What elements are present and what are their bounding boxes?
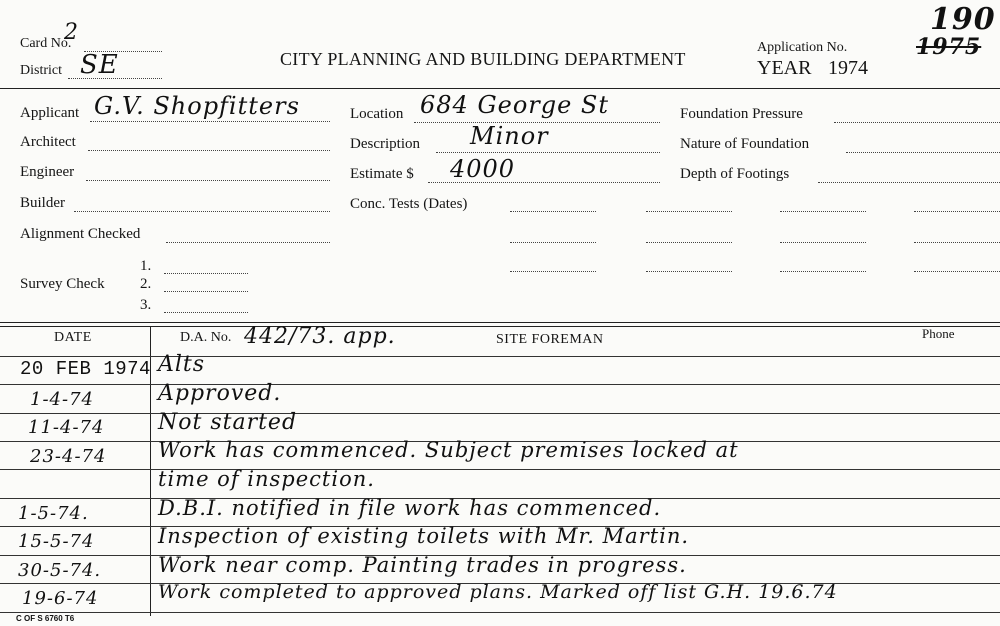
nature-of-foundation-label: Nature of Foundation bbox=[680, 136, 810, 152]
conc-line bbox=[780, 211, 866, 212]
conc-line bbox=[914, 242, 1000, 243]
card-no-value: 2 bbox=[64, 20, 79, 45]
log-date: 11-4-74 bbox=[28, 417, 105, 438]
survey-3-line bbox=[164, 312, 248, 313]
log-entry: Alts bbox=[158, 352, 206, 377]
application-no-label: Application No. bbox=[757, 40, 848, 55]
builder-label: Builder bbox=[20, 195, 65, 211]
nature-of-foundation-line bbox=[846, 152, 1000, 153]
log-entry: time of inspection. bbox=[158, 467, 375, 491]
alignment-line bbox=[166, 242, 330, 243]
log-date: 1-5-74. bbox=[18, 503, 89, 524]
conc-line bbox=[510, 271, 596, 272]
log-date: 19-6-74 bbox=[22, 588, 99, 609]
log-entry: Approved. bbox=[158, 381, 282, 406]
survey-check-label: Survey Check bbox=[20, 276, 105, 292]
applicant-value: G.V. Shopfitters bbox=[94, 92, 300, 120]
builder-line bbox=[74, 211, 330, 212]
site-foreman-label: SITE FOREMAN bbox=[496, 332, 604, 347]
da-no-value: 442/73. app. bbox=[244, 324, 396, 349]
log-row-rule bbox=[0, 413, 1000, 414]
estimate-value: 4000 bbox=[450, 155, 516, 183]
conc-line bbox=[780, 271, 866, 272]
conc-line bbox=[780, 242, 866, 243]
conc-line bbox=[510, 242, 596, 243]
description-value: Minor bbox=[470, 122, 549, 150]
engineer-line bbox=[86, 180, 330, 181]
location-value: 684 George St bbox=[420, 91, 610, 119]
log-entry: D.B.I. notified in file work has commenced. bbox=[158, 496, 662, 520]
phone-label: Phone bbox=[922, 326, 955, 341]
log-entry: Inspection of existing toilets with Mr. Martin. bbox=[158, 524, 690, 548]
log-date: 23-4-74 bbox=[30, 446, 107, 467]
foundation-pressure-line bbox=[834, 122, 1000, 123]
log-date: 1-4-74 bbox=[30, 389, 94, 410]
conc-line bbox=[646, 271, 732, 272]
log-row-rule bbox=[0, 612, 1000, 613]
log-row-rule bbox=[0, 384, 1000, 385]
location-label: Location bbox=[350, 106, 404, 122]
conc-line bbox=[510, 211, 596, 212]
survey-2-line bbox=[164, 291, 248, 292]
log-row-rule bbox=[0, 356, 1000, 357]
form-code: C OF S 6760 T6 bbox=[16, 614, 75, 623]
depth-of-footings-line bbox=[818, 182, 1000, 183]
year-label: YEAR bbox=[757, 57, 812, 79]
log-date-stamp: 20 FEB 1974 bbox=[20, 358, 151, 380]
header-divider bbox=[0, 88, 1000, 89]
card-no-label: Card No. bbox=[20, 36, 72, 51]
survey-2-label: 2. bbox=[140, 276, 152, 292]
description-line bbox=[436, 152, 660, 153]
struck-application-no: 1975 bbox=[916, 34, 982, 60]
log-entry: Not started bbox=[158, 410, 298, 435]
log-date: 30-5-74. bbox=[18, 560, 102, 581]
department-title: CITY PLANNING AND BUILDING DEPARTMENT bbox=[280, 49, 686, 69]
applicant-label: Applicant bbox=[20, 105, 80, 121]
application-no-value: 190 bbox=[930, 2, 996, 37]
alignment-label: Alignment Checked bbox=[20, 226, 141, 242]
date-column-header: DATE bbox=[54, 330, 92, 345]
architect-line bbox=[88, 150, 330, 151]
log-date: 15-5-74 bbox=[18, 531, 95, 552]
survey-3-label: 3. bbox=[140, 297, 152, 313]
da-no-label: D.A. No. bbox=[180, 330, 232, 345]
log-entry: Work completed to approved plans. Marked off list G.H. 19.6.74 bbox=[158, 581, 838, 603]
district-value: SE bbox=[80, 50, 119, 80]
conc-line bbox=[914, 271, 1000, 272]
log-row-rule bbox=[0, 469, 1000, 470]
engineer-label: Engineer bbox=[20, 164, 75, 180]
year-value: 1974 bbox=[828, 57, 868, 79]
conc-line bbox=[914, 211, 1000, 212]
district-label: District bbox=[20, 63, 62, 78]
applicant-line bbox=[90, 121, 330, 122]
foundation-pressure-label: Foundation Pressure bbox=[680, 106, 803, 122]
conc-tests-label: Conc. Tests (Dates) bbox=[350, 196, 468, 212]
survey-1-label: 1. bbox=[140, 258, 152, 274]
architect-label: Architect bbox=[20, 134, 76, 150]
estimate-label: Estimate $ bbox=[350, 166, 414, 182]
conc-line bbox=[646, 211, 732, 212]
survey-1-line bbox=[164, 273, 248, 274]
log-entry: Work near comp. Painting trades in progress. bbox=[158, 553, 687, 577]
log-top-rule bbox=[0, 322, 1000, 323]
conc-line bbox=[646, 242, 732, 243]
description-label: Description bbox=[350, 136, 420, 152]
log-entry: Work has commenced. Subject premises locked at bbox=[158, 438, 739, 462]
depth-of-footings-label: Depth of Footings bbox=[680, 166, 790, 182]
